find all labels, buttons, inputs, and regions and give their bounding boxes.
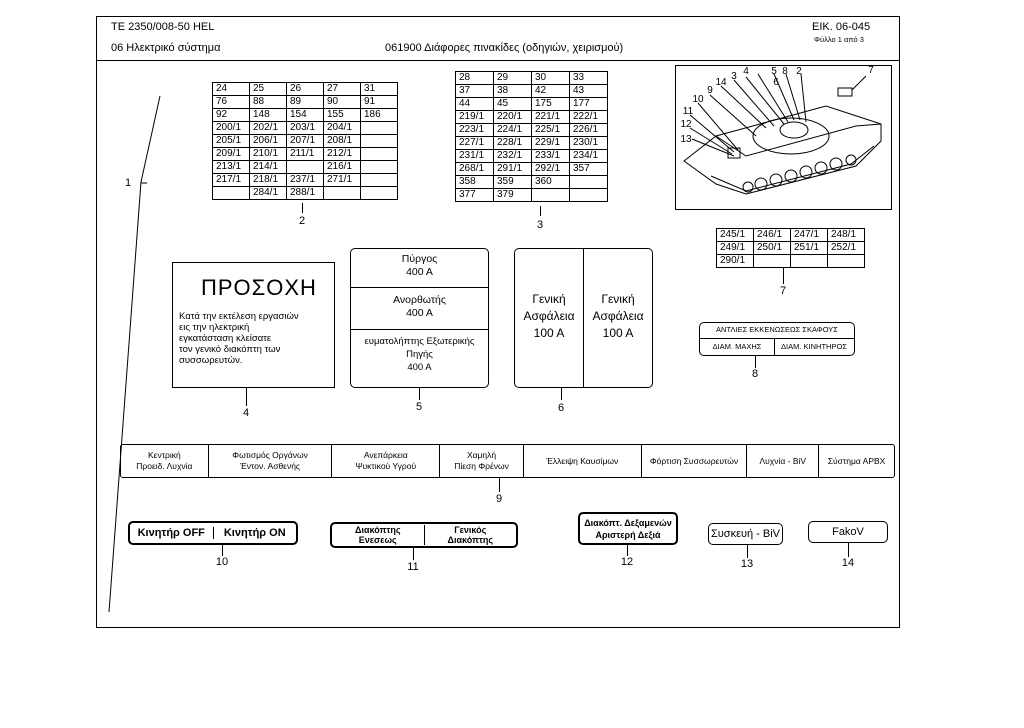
vehicle-drawing (675, 65, 892, 210)
leader-14 (848, 543, 849, 557)
plate-text: Διακόπτ. Δεξαμενών (584, 517, 672, 528)
table-row (213, 135, 398, 148)
warning-line: τον γενικό διακόπτη των (179, 344, 281, 355)
table-cell: 233/1 (532, 150, 570, 163)
fuse-label: Ασφάλεια (523, 309, 575, 323)
engine-switch-plate (128, 521, 298, 545)
vcallout: 8 (782, 66, 788, 77)
strip-text: Φωτισμός Οργάνων (232, 450, 308, 460)
warning-text (179, 311, 299, 366)
table-cell: 220/1 (494, 111, 532, 124)
table-cell: 222/1 (570, 111, 608, 124)
leader-6 (561, 388, 562, 400)
divider (700, 338, 854, 339)
table-cell (324, 187, 361, 200)
table-row (456, 163, 608, 176)
table-cell: 205/1 (213, 135, 250, 148)
table-row (456, 124, 608, 137)
leader-7 (783, 268, 784, 284)
main-fuse-right (583, 291, 653, 342)
callout-14: 14 (841, 557, 855, 569)
fuse-rating: 400 A (406, 307, 433, 319)
strip-cell (209, 445, 333, 477)
leader-2 (302, 203, 303, 213)
strip-text: Προειδ. Λυχνία (136, 461, 193, 471)
fuse-external (351, 335, 488, 374)
leader-9 (499, 478, 500, 492)
table-row (213, 96, 398, 109)
label-table-2 (212, 82, 398, 200)
leader-12 (627, 545, 628, 556)
table-cell: 37 (456, 85, 494, 98)
table-cell: 228/1 (494, 137, 532, 150)
leader-4 (246, 388, 247, 406)
table-cell: 148 (250, 109, 287, 122)
table-cell: 360 (532, 176, 570, 189)
leader-10 (222, 545, 223, 556)
plate-text: Ενεσεως (358, 535, 397, 545)
callout-4: 4 (242, 407, 250, 419)
table-cell (361, 187, 398, 200)
leader-v (710, 95, 756, 136)
table-row (213, 148, 398, 161)
plate-text: Διακόπτης (354, 525, 401, 535)
fuse-label: Πηγής (406, 349, 433, 360)
callout-2: 2 (298, 215, 306, 227)
table-row (456, 189, 608, 202)
fuse-label: Γενική (532, 292, 566, 306)
table-cell: 213/1 (213, 161, 250, 174)
table-cell: 359 (494, 176, 532, 189)
table-cell (791, 255, 828, 268)
hull-outline (684, 106, 881, 194)
table-cell: 91 (361, 96, 398, 109)
table-cell: 218/1 (250, 174, 287, 187)
table-cell: 251/1 (791, 242, 828, 255)
vcallout: 3 (731, 71, 737, 82)
table-cell: 208/1 (324, 135, 361, 148)
label-table-3 (455, 71, 608, 202)
strip-text: Λυχνία - BiV (759, 455, 807, 466)
divider (351, 329, 488, 330)
main-switch-label (424, 525, 517, 545)
table-cell: 224/1 (494, 124, 532, 137)
table-cell: 217/1 (213, 174, 250, 187)
table-cell: 230/1 (570, 137, 608, 150)
table-row (456, 150, 608, 163)
fuse-rating: 100 A (602, 326, 634, 340)
table-row (456, 72, 608, 85)
table-cell: 216/1 (324, 161, 361, 174)
vcallout: 2 (796, 66, 802, 77)
table-cell (570, 176, 608, 189)
callout-10: 10 (215, 556, 229, 568)
label-table-7 (716, 228, 865, 268)
table-cell: 250/1 (754, 242, 791, 255)
table-cell: 45 (494, 98, 532, 111)
table-cell: 38 (494, 85, 532, 98)
strip-text: Χαμηλή (466, 450, 497, 460)
vcallout: 14 (715, 77, 727, 88)
warning-plate (172, 262, 335, 388)
leader-v (721, 86, 766, 128)
table-cell: 377 (456, 189, 494, 202)
table-cell: 212/1 (324, 148, 361, 161)
callout-12: 12 (620, 556, 634, 568)
fuse-label: Γενική (601, 292, 635, 306)
table-cell: 214/1 (250, 161, 287, 174)
table-cell: 92 (213, 109, 250, 122)
callout-7: 7 (779, 285, 787, 297)
table-cell (828, 255, 865, 268)
callout-3: 3 (536, 219, 544, 231)
table-cell: 175 (532, 98, 570, 111)
table-cell: 89 (287, 96, 324, 109)
vcallout: 12 (680, 119, 692, 130)
callout-5: 5 (415, 401, 423, 413)
table-cell: 357 (570, 163, 608, 176)
table-cell: 177 (570, 98, 608, 111)
strip-text: Ψυκτικού Υγρού (355, 461, 417, 471)
table-row (456, 137, 608, 150)
fuse-rectifier (351, 294, 488, 320)
table-row (213, 187, 398, 200)
fuse-turret (351, 253, 488, 279)
strip-cell (747, 445, 819, 477)
table-cell: 226/1 (570, 124, 608, 137)
table-cell (570, 189, 608, 202)
doc-code: TE 2350/008-50 HEL (111, 21, 215, 33)
warning-line: εγκατάσταση κλείσατε (179, 333, 272, 344)
pump-title: ΑΝΤΛΙΕΣ ΕΚΚΕΝΩΣΕΩΣ ΣΚΑΦΟΥΣ (716, 325, 838, 334)
callout-8: 8 (751, 368, 759, 380)
warning-title: ΠΡΟΣΟΧΗ (201, 275, 317, 300)
table-row (213, 161, 398, 174)
table-cell: 26 (287, 83, 324, 96)
strip-text: Σύστημα ΑΡΒΧ (827, 455, 886, 466)
table-cell: 30 (532, 72, 570, 85)
table-row (456, 85, 608, 98)
strip-text: Κεντρική (147, 450, 181, 460)
table-cell (213, 187, 250, 200)
tank-switch-plate (578, 512, 678, 545)
strip-cell (642, 445, 748, 477)
table-cell: 206/1 (250, 135, 287, 148)
table-cell: 379 (494, 189, 532, 202)
warning-line: συσσωρευτών. (179, 355, 243, 366)
callout-1: 1 (124, 177, 132, 189)
table-cell: 248/1 (828, 229, 865, 242)
strip-text: Έντον. Ασθενής (240, 461, 301, 471)
table-cell (361, 148, 398, 161)
strip-cell (524, 445, 642, 477)
table-cell: 204/1 (324, 122, 361, 135)
strip-cell (819, 445, 894, 477)
fuse-plate-6 (514, 248, 653, 388)
fuse-label: Ανορθωτής (393, 294, 446, 306)
table-cell: 268/1 (456, 163, 494, 176)
table-row (213, 122, 398, 135)
leader-v (852, 76, 866, 90)
callout-6: 6 (557, 402, 565, 414)
table-cell: 246/1 (754, 229, 791, 242)
table-cell: 207/1 (287, 135, 324, 148)
callout-9: 9 (495, 493, 503, 505)
table-cell: 227/1 (456, 137, 494, 150)
warning-line: εις την ηλεκτρική (179, 322, 250, 333)
table-cell: 237/1 (287, 174, 324, 187)
hatch (780, 122, 808, 138)
table-cell (361, 174, 398, 187)
fuse-label: Πύργος (401, 253, 438, 265)
table-cell: 252/1 (828, 242, 865, 255)
table-cell: 288/1 (287, 187, 324, 200)
pump-plate-8 (699, 322, 855, 356)
vcallout: 9 (707, 85, 713, 96)
leader-5 (419, 388, 420, 400)
table-cell: 28 (456, 72, 494, 85)
fuse-rating: 100 A (533, 326, 565, 340)
leader-3 (540, 206, 541, 216)
leader-v (801, 74, 806, 122)
table-row (456, 98, 608, 111)
table-cell: 271/1 (324, 174, 361, 187)
leader-8 (755, 356, 756, 368)
strip-text: Φόρτιση Συσσωρευτών (649, 455, 739, 466)
figure-number: ΕΙΚ. 06-045 (812, 21, 871, 33)
vcallout: 4 (743, 66, 749, 77)
main-fuse-left (515, 291, 583, 342)
table-cell: 249/1 (717, 242, 754, 255)
table-cell: 229/1 (532, 137, 570, 150)
plate-text: Διακόπτης (447, 535, 494, 545)
table-row (717, 255, 865, 268)
table-cell: 290/1 (717, 255, 754, 268)
pump-engine: ΔΙΑΜ. ΚΙΝΗΤΗΡΟΣ (781, 342, 847, 351)
table-cell: 33 (570, 72, 608, 85)
vcallout: 13 (680, 134, 692, 145)
callout-11: 11 (407, 561, 419, 573)
fuse-label: Ασφάλεια (592, 309, 644, 323)
table-cell: 232/1 (494, 150, 532, 163)
table-cell: 225/1 (532, 124, 570, 137)
table-cell: 292/1 (532, 163, 570, 176)
engine-box (838, 88, 852, 96)
table-cell: 284/1 (250, 187, 287, 200)
injection-switch-plate (330, 522, 518, 548)
engine-off-label: Κινητήρ OFF (137, 527, 205, 539)
warning-line: Κατά την εκτέλεση εργασιών (179, 311, 299, 322)
table-cell (361, 135, 398, 148)
strip-text: Ανεπάρκεια (363, 450, 408, 460)
table-cell: 90 (324, 96, 361, 109)
table-row (213, 174, 398, 187)
table-row (717, 229, 865, 242)
table-cell: 245/1 (717, 229, 754, 242)
table-cell: 24 (213, 83, 250, 96)
table-cell (361, 161, 398, 174)
table-row (456, 111, 608, 124)
table-row (213, 109, 398, 122)
table-cell: 210/1 (250, 148, 287, 161)
table-cell: 29 (494, 72, 532, 85)
subject-title: 061900 Διάφορες πινακίδες (οδηγιών, χειρισμού) (385, 42, 624, 54)
vcallout: 6 (773, 77, 779, 88)
track (711, 146, 874, 191)
table-cell: 31 (361, 83, 398, 96)
strip-text: Πίεση Φρένων (454, 461, 509, 471)
table-cell: 76 (213, 96, 250, 109)
table-cell: 209/1 (213, 148, 250, 161)
engine-on-label: Κινητήρ ON (213, 527, 297, 539)
leader-11 (413, 548, 414, 560)
sheet-number: Φύλλο 1 από 3 (814, 35, 864, 44)
vcallout: 10 (692, 94, 704, 105)
table-cell: 154 (287, 109, 324, 122)
plate-text: Αριστερή Δεξιά (595, 529, 661, 540)
table-cell: 358 (456, 176, 494, 189)
vcallout: 5 (771, 66, 777, 77)
strip-text: Έλλειψη Καυσίμων (546, 455, 619, 466)
table-row (456, 176, 608, 189)
table-cell: 88 (250, 96, 287, 109)
table-cell (361, 122, 398, 135)
table-cell: 234/1 (570, 150, 608, 163)
table-cell: 43 (570, 85, 608, 98)
table-cell: 186 (361, 109, 398, 122)
table-cell: 223/1 (456, 124, 494, 137)
table-cell: 221/1 (532, 111, 570, 124)
fuse-label: ευματολήπτης Εξωτερικής (364, 336, 475, 347)
device-biv-plate: Συσκευή - BiV (708, 523, 783, 545)
table-cell: 219/1 (456, 111, 494, 124)
table-cell: 247/1 (791, 229, 828, 242)
fuse-plate-5 (350, 248, 489, 388)
pump-combat: ΔΙΑΜ. ΜΑΧΗΣ (712, 342, 762, 351)
table-cell: 27 (324, 83, 361, 96)
vcallout: 7 (868, 65, 874, 76)
road-wheels (743, 155, 856, 192)
injection-label (332, 525, 424, 545)
table-cell (532, 189, 570, 202)
table-cell: 42 (532, 85, 570, 98)
table-cell: 291/1 (494, 163, 532, 176)
table-cell: 25 (250, 83, 287, 96)
table-cell: 44 (456, 98, 494, 111)
fuse-rating: 400 A (406, 266, 433, 278)
strip-cell (121, 445, 209, 477)
leader-13 (747, 545, 748, 558)
plate-text: Γενικός (454, 525, 487, 535)
table-cell (287, 161, 324, 174)
fakov-plate: FakoV (808, 521, 888, 543)
indicator-strip-9 (120, 444, 895, 478)
table-cell (754, 255, 791, 268)
callout-13: 13 (740, 558, 754, 570)
table-cell: 155 (324, 109, 361, 122)
strip-cell (332, 445, 440, 477)
table-cell: 203/1 (287, 122, 324, 135)
table-cell: 202/1 (250, 122, 287, 135)
fuse-rating: 400 A (407, 362, 432, 373)
table-row (717, 242, 865, 255)
divider (351, 287, 488, 288)
vcallout: 11 (682, 106, 694, 117)
strip-cell (440, 445, 524, 477)
table-cell: 211/1 (287, 148, 324, 161)
table-cell: 231/1 (456, 150, 494, 163)
table-cell: 200/1 (213, 122, 250, 135)
section-title: 06 Ηλεκτρικό σύστημα (111, 42, 221, 54)
table-row (213, 83, 398, 96)
